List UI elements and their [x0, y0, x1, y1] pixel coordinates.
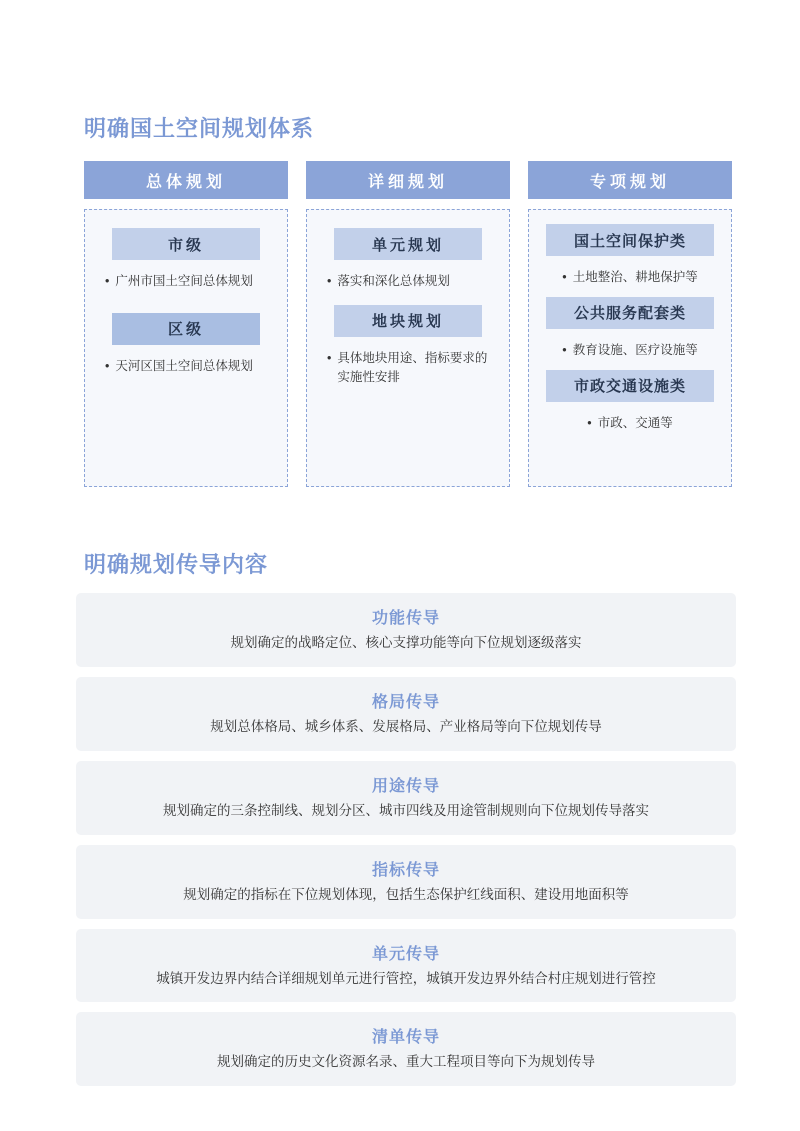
- spacer: [317, 291, 499, 305]
- band-description: 规划确定的战略定位、核心支撑功能等向下位规划逐级落实: [230, 635, 582, 650]
- spacer: [95, 291, 277, 313]
- transmission-content-section: [76, 548, 736, 1096]
- bullet-text: 市政、交通等: [597, 415, 673, 430]
- band-title: 单元传导: [371, 945, 440, 963]
- bullet-parcel-plan: [327, 349, 495, 387]
- column-overall-plan: [84, 161, 288, 487]
- bullet-text: 土地整治、耕地保护等: [572, 270, 698, 284]
- bullet-unit-plan: [327, 272, 495, 291]
- band-list: [76, 1012, 736, 1086]
- bullet-municipal-transport: [539, 414, 721, 433]
- band-description: 规划确定的三条控制线、规划分区、城市四线及用途管制规则向下位规划传导落实: [163, 802, 649, 818]
- section-title-transmission: 明确规划传导内容: [84, 552, 269, 577]
- column-header-special-plan: 专项规划: [528, 161, 732, 199]
- bullet-text: 具体地块用途、指标要求的实施性安排: [337, 350, 488, 384]
- section-title-planning-system: 明确国土空间规划体系: [84, 116, 315, 141]
- bullet-dot-icon: •: [327, 274, 332, 288]
- bullet-city-level: [105, 272, 273, 291]
- column-detailed-plan: [306, 161, 510, 487]
- band-usage: [76, 761, 736, 835]
- pill-municipal-transport: 市政交通设施类: [546, 370, 714, 402]
- pill-land-protection: 国土空间保护类: [546, 224, 714, 256]
- column-body-special-plan: [528, 209, 732, 487]
- band-description: 规划确定的历史文化资源名录、重大工程项目等向下为规划传导: [217, 1054, 595, 1070]
- bullet-dot-icon: •: [105, 274, 110, 288]
- band-description: 规划确定的指标在下位规划体现，包括生态保护红线面积、建设用地面积等: [183, 886, 629, 902]
- planning-system-section: [84, 112, 734, 487]
- band-title: 清单传导: [371, 1029, 440, 1047]
- band-description: 城镇开发边界内结合详细规划单元进行管控，城镇开发边界外结合村庄规划进行管控: [156, 970, 656, 986]
- bullet-dot-icon: •: [327, 350, 332, 365]
- band-pattern: [76, 677, 736, 751]
- bullet-dot-icon: •: [562, 342, 567, 357]
- spacer: [539, 360, 721, 370]
- bullet-land-protection: [539, 268, 721, 287]
- bullet-dot-icon: •: [562, 270, 567, 284]
- column-header-detailed-plan: 详细规划: [306, 161, 510, 199]
- band-title: 功能传导: [371, 610, 440, 627]
- band-indicator: [76, 845, 736, 919]
- band-unit: [76, 929, 736, 1003]
- bullet-district-level: [105, 357, 273, 376]
- band-function: [76, 593, 736, 667]
- pill-parcel-plan: 地块规划: [334, 305, 482, 337]
- column-body-detailed-plan: [306, 209, 510, 487]
- spacer: [539, 287, 721, 297]
- pill-public-service: 公共服务配套类: [546, 297, 714, 329]
- band-description: 规划总体格局、城乡体系、发展格局、产业格局等向下位规划传导: [210, 718, 602, 734]
- bullet-text: 教育设施、医疗设施等: [572, 342, 698, 357]
- bullet-dot-icon: •: [587, 415, 592, 430]
- planning-system-columns: [84, 161, 734, 487]
- column-special-plan: [528, 161, 732, 487]
- column-header-overall-plan: 总体规划: [84, 161, 288, 199]
- bullet-public-service: [539, 341, 721, 360]
- bullet-text: 广州市国土空间总体规划: [115, 274, 253, 288]
- pill-district-level: 区级: [112, 313, 260, 345]
- band-title: 指标传导: [371, 861, 440, 879]
- bullet-text: 天河区国土空间总体规划: [115, 358, 253, 373]
- pill-unit-plan: 单元规划: [334, 228, 482, 260]
- pill-city-level: 市级: [112, 228, 260, 260]
- bullet-dot-icon: •: [105, 358, 110, 373]
- band-title: 格局传导: [371, 693, 440, 711]
- bullet-text: 落实和深化总体规划: [337, 274, 450, 288]
- column-body-overall-plan: [84, 209, 288, 487]
- band-title: 用途传导: [371, 777, 440, 795]
